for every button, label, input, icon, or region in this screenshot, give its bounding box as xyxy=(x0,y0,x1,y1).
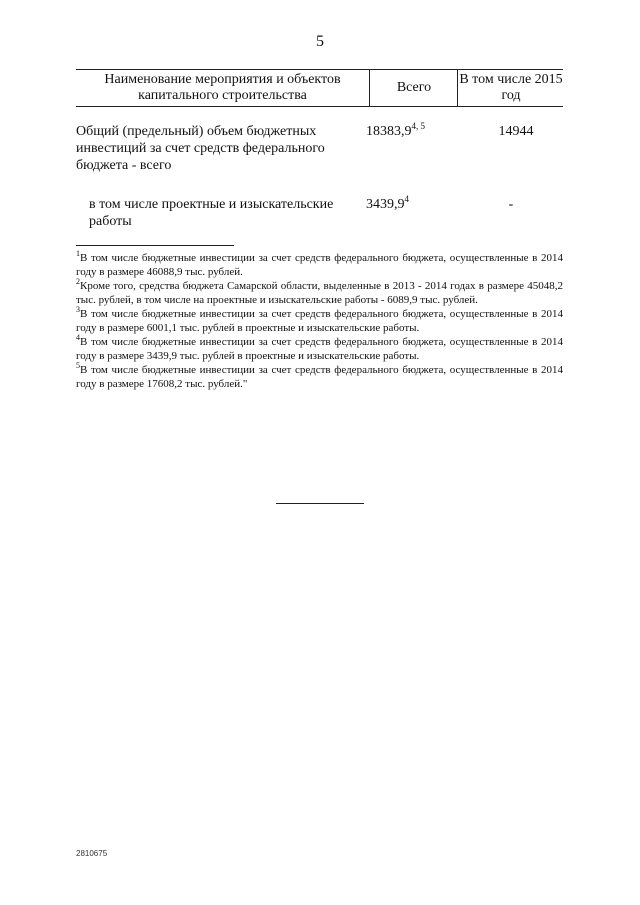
footnote-ref: 4, 5 xyxy=(411,121,425,131)
footnote-4: $^4$В том числе бюджетные инвестиции за счет средств федерального бюджета, осуществленные в 2014 году в размере 3439,9 тыс. рублей в проектные и изыскательские работы. xyxy=(76,333,563,362)
header-name: Наименование мероприятия и объектов капитального строительства xyxy=(104,72,341,103)
footnote-divider xyxy=(76,245,234,246)
footnote-2: $^2$Кроме того, средства бюджета Самарской области, выделенные в 2013 - 2014 годах в размере 45048,2 тыс. рублей, в том числе на проектные и изыскательские работы - 6089,9 тыс. рублей. xyxy=(76,277,563,306)
row-total-investment-2015: 14944 xyxy=(498,124,534,139)
page-number: 5 xyxy=(316,33,324,50)
footnote-1: $^1$В том числе бюджетные инвестиции за счет средств федерального бюджета, осуществленные в 2014 году в размере 46088,9 тыс. рублей. xyxy=(76,249,563,278)
header-total: Всего xyxy=(369,70,458,106)
footnote-ref: 4 xyxy=(404,194,409,204)
row-design-works-name: в том числе проектные и изыскательские работы xyxy=(89,197,334,229)
table-header xyxy=(76,69,563,107)
row-total-investment-total: 18383,9$^{4, 5}$ xyxy=(366,121,425,139)
document-id: 2810675 xyxy=(76,849,108,858)
footnote-5: $^5$В том числе бюджетные инвестиции за счет средств федерального бюджета, осуществленные в 2014 году в размере 17608,2 тыс. рублей." xyxy=(76,361,563,390)
footnote-3: $^3$В том числе бюджетные инвестиции за счет средств федерального бюджета, осуществленные в 2014 году в размере 6001,1 тыс. рублей в проектные и изыскательские работы. xyxy=(76,305,563,334)
header-2015: В том числе 2015 год xyxy=(457,70,564,106)
row-design-works-2015: - xyxy=(508,197,514,212)
row-total-investment-name: Общий (предельный) объем бюджетных инвестиций за счет средств федерального бюджета - всего xyxy=(76,124,325,173)
footnotes xyxy=(76,251,563,391)
end-divider xyxy=(276,503,364,504)
row-design-works-total: 3439,9$^4$ xyxy=(366,194,409,212)
